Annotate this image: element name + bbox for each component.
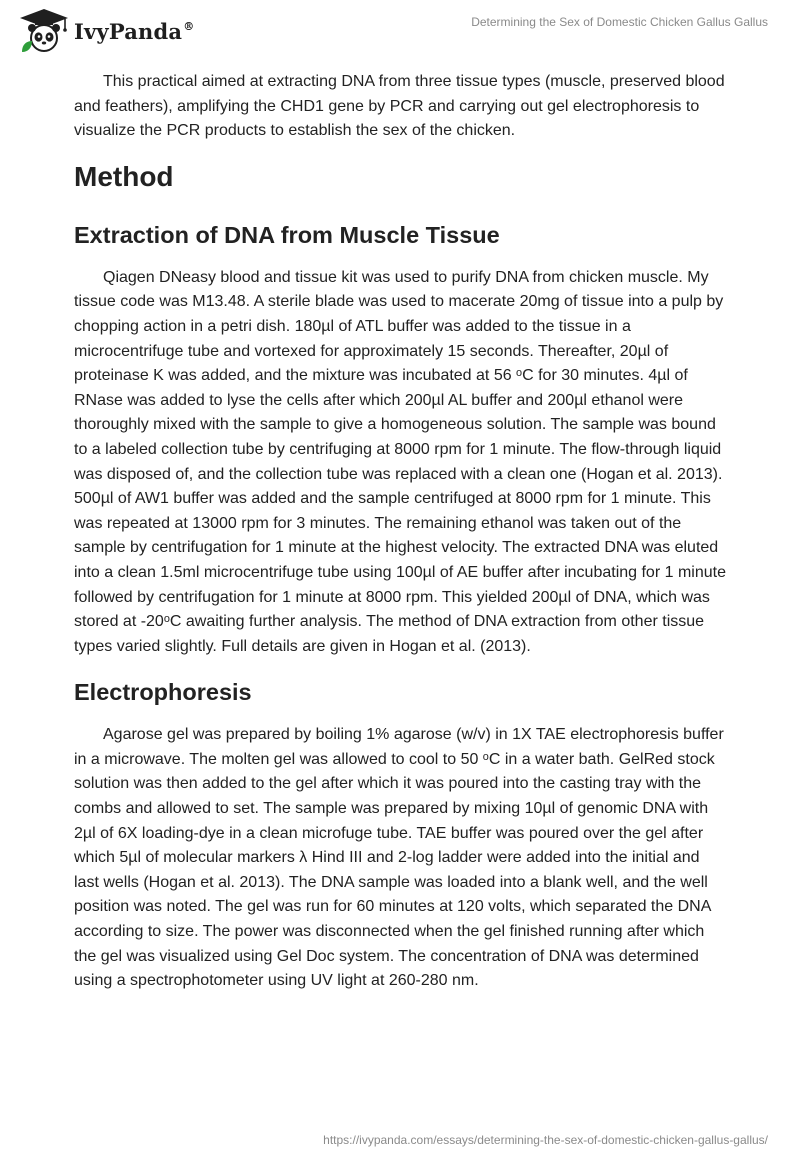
method-heading: Method (74, 160, 174, 192)
electrophoresis-heading: Electrophoresis (74, 679, 252, 706)
panda-graduate-icon (16, 8, 72, 54)
electrophoresis-paragraph: Agarose gel was prepared by boiling 1% agarose (w/v) in 1X TAE electrophoresis buffer in a microwave. The molten gel was allowed to cool to 50 ᵒC in a water bath. GelRed stock solution was then added to the gel after which it was poured into the casting tray with the combs and allowed to set. The sample was prepared by mixing 10µl of genomic DNA with 2µl of 6X loading-dye in a clean microfuge tube. TAE buffer was poured over the gel after which 5µl of molecular markers λ Hind III and 2-log ladder were added into the initial and last wells (Hogan et al. 2013). The DNA sample was loaded into a blank well, and the well position was noted. The gel was run for 60 minutes at 120 volts, which separated the DNA according to size. The power was disconnected when the gel finished running after which the gel was visualized using Gel Doc system. The concentration of DNA was determined using a spectrophotometer using UV light at 260-280 nm. (74, 726, 724, 990)
ivypanda-logo[interactable] (16, 8, 194, 54)
page-header (0, 0, 800, 60)
extraction-heading: Extraction of DNA from Muscle Tissue (74, 221, 500, 248)
source-url[interactable]: https://ivypanda.com/essays/determining-the-sex-of-domestic-chicken-gallus-gallus/ (323, 1133, 768, 1147)
intro-paragraph: This practical aimed at extracting DNA from three tissue types (muscle, preserved blood and feathers), amplifying the CHD1 gene by PCR and carrying out gel electrophoresis to visualize the PCR products to establish the sex of the chicken. (74, 73, 725, 140)
extraction-paragraph: Qiagen DNeasy blood and tissue kit was used to purify DNA from chicken muscle. My tissue code was M13.48. A sterile blade was used to macerate 20mg of tissue into a pulp by chopping action in a petri dish. 180µl of ATL buffer was added to the tissue in a microcentrifuge tube and vortexed for approximately 15 seconds. Thereafter, 20µl of proteinase K was added, and the mixture was incubated at 56 ᵒC for 30 minutes. 4µl of RNase was added to lyse the cells after which 200µl AL buffer and 200µl ethanol were thoroughly mixed with the sample to give a homogeneous solution. The sample was bound to a labeled collection tube by centrifuging at 8000 rpm for 1 minute. The flow-through liquid was disposed of, and the collection tube was replaced with a clean one (Hogan et al. 2013). 500µl of AW1 buffer was added and the sample centrifuged at 8000 rpm for 1 minute. This was repeated at 13000 rpm for 3 minutes. The remaining ethanol was taken out of the sample by centrifugation for 1 minute at the highest velocity. The extracted DNA was eluted into a clean 1.5ml microcentrifuge tube using 100µl of AE buffer after incubating for 1 minute followed by centrifugation for 1 minute at 8000 rpm. This yielded 200µl of DNA, which was stored at -20ᵒC awaiting further analysis. The method of DNA extraction from other tissue types varied slightly. Full details are given in Hogan et al. (2013). (74, 268, 726, 655)
document-title: Determining the Sex of Domestic Chicken Gallus Gallus (471, 15, 768, 29)
essay-content (74, 70, 728, 994)
brand-name: IvyPanda® (74, 18, 195, 44)
